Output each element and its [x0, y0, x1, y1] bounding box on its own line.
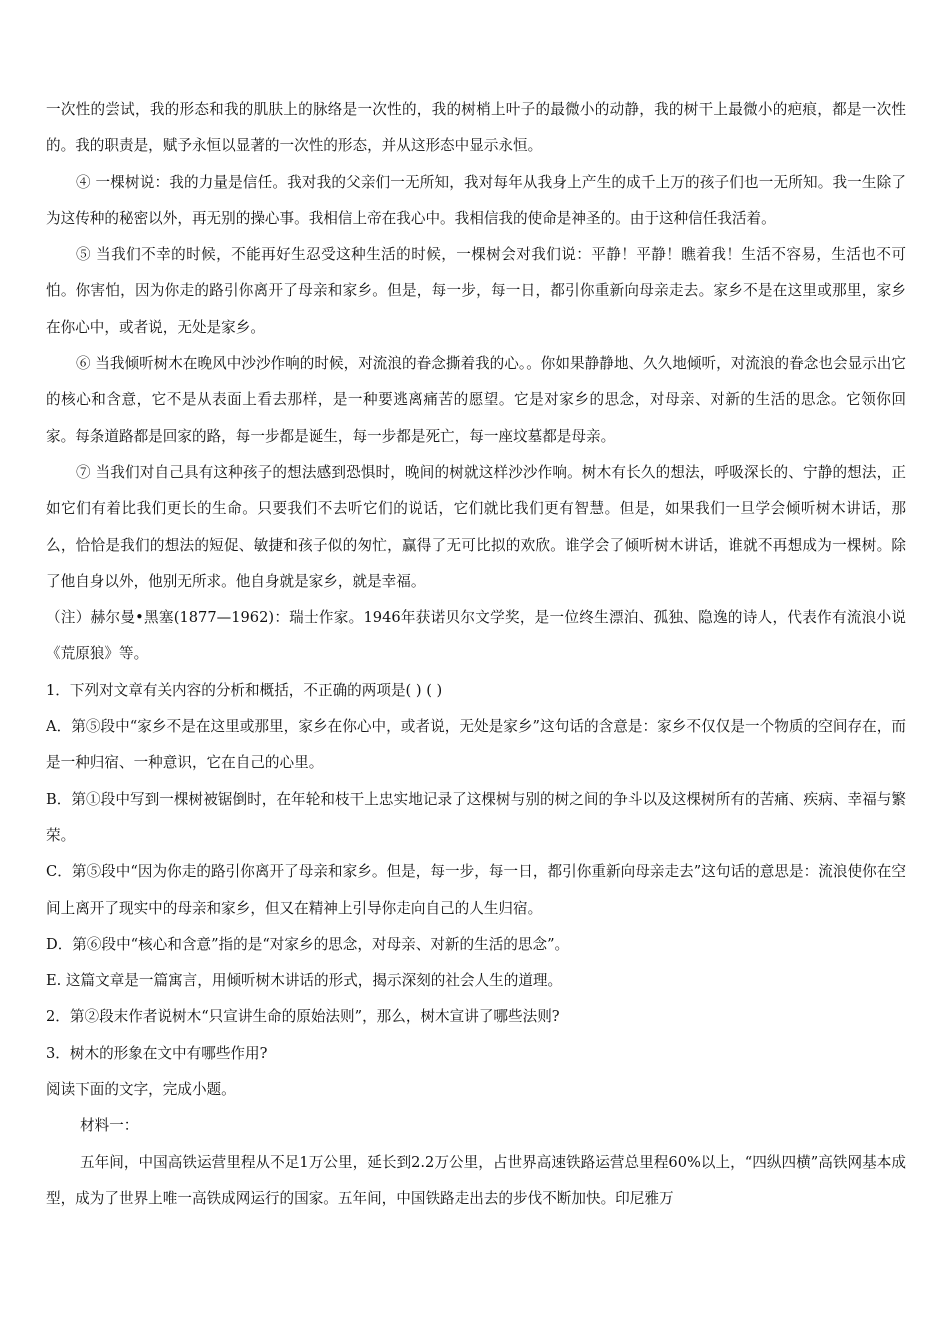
option-d: D．第⑥段中“核心和含意”指的是“对家乡的思念，对母亲、对新的生活的思念”。: [46, 935, 570, 953]
author-note: （注）赫尔曼•黑塞(1877—1962)：瑞士作家。1946年获诺贝尔文学奖，是一位终生漂泊、孤独、隐逸的诗人，代表作有流浪小说《荒原狼》等。: [46, 609, 906, 663]
question-2: 2．第②段末作者说树木“只宣讲生命的原始法则”，那么，树木宣讲了哪些法则?: [46, 1008, 560, 1026]
option-e: E. 这篇文章是一篇寓言，用倾听树木讲话的形式，揭示深刻的社会人生的道理。: [46, 972, 563, 990]
question-3: 3．树木的形象在文中有哪些作用?: [46, 1044, 268, 1062]
passage-reading: [46, 92, 906, 1217]
paragraph-continued: 一次性的尝试，我的形态和我的肌肤上的脉络是一次性的，我的树梢上叶子的最微小的动静，我的树干上最微小的疤痕，都是一次性的。我的职责是，赋予永恒以显著的一次性的形态，并从这形态中显示永恒。: [46, 101, 906, 155]
option-a: A．第⑤段中“家乡不是在这里或那里，家乡在你心中，或者说，无处是家乡”这句话的含意是：家乡不仅仅是一个物质的空间存在，而是一种归宿、一种意识，它在自己的心里。: [46, 718, 906, 772]
option-b: B．第①段中写到一棵树被锯倒时，在年轮和枝干上忠实地记录了这棵树与别的树之间的争斗以及这棵树所有的苦痛、疾病、幸福与繁荣。: [46, 790, 906, 844]
option-c: C．第⑤段中“因为你走的路引你离开了母亲和家乡。但是，每一步，每一日，都引你重新向母亲走去”这句话的意思是：流浪使你在空间上离开了现实中的母亲和家乡，但又在精神上引导你走向自己的人生归宿。: [46, 863, 906, 917]
paragraph-4: ④ 一棵树说：我的力量是信任。我对我的父亲们一无所知，我对每年从我身上产生的成千上万的孩子们也一无所知。我一生除了为这传种的秘密以外，再无别的操心事。我相信上帝在我心中。我相信我的使命是神圣的。由于这种信任我活着。: [46, 173, 906, 227]
paragraph-6: ⑥ 当我倾听树木在晚风中沙沙作响的时候，对流浪的眷念撕着我的心。。你如果静静地、久久地倾听，对流浪的眷念也会显示出它的核心和含意，它不是从表面上看去那样，是一种要逃离痛苦的愿望。它是对家乡的思念，对母亲、对新的生活的思念。它领你回家。每条道路都是回家的路，每一步都是诞生，每一步都是死亡，每一座坟墓都是母亲。: [46, 355, 906, 445]
question-1: 1．下列对文章有关内容的分析和概括，不正确的两项是( ) ( ): [46, 681, 443, 699]
paragraph-7: ⑦ 当我们对自己具有这种孩子的想法感到恐惧时，晚间的树就这样沙沙作响。树木有长久的想法，呼吸深长的、宁静的想法，正如它们有着比我们更长的生命。只要我们不去听它们的说话，它们就比我们更有智慧。但是，如果我们一旦学会倾听树木讲话，那么，恰恰是我们的想法的短促、敏捷和孩子似的匆忙，赢得了无可比拟的欢欣。谁学会了倾听树木讲话，谁就不再想成为一棵树。除了他自身以外，他别无所求。他自身就是家乡，就是幸福。: [46, 463, 906, 590]
material-1-text: 五年间，中国高铁运营里程从不足1万公里，延长到2.2万公里，占世界高速铁路运营总里程60%以上，“四纵四横”高铁网基本成型，成为了世界上唯一高铁成网运行的国家。五年间，中国铁路走出去的步伐不断加快。印尼雅万: [46, 1153, 906, 1207]
section-intro: 阅读下面的文字，完成小题。: [46, 1081, 236, 1099]
material-label: 材料一：: [80, 1117, 139, 1135]
paragraph-5: ⑤ 当我们不幸的时候，不能再好生忍受这种生活的时候，一棵树会对我们说：平静！平静！瞧着我！生活不容易，生活也不可怕。你害怕，因为你走的路引你离开了母亲和家乡。但是，每一步，每一日，都引你重新向母亲走去。家乡不是在这里或那里，家乡在你心中，或者说，无处是家乡。: [46, 246, 906, 336]
